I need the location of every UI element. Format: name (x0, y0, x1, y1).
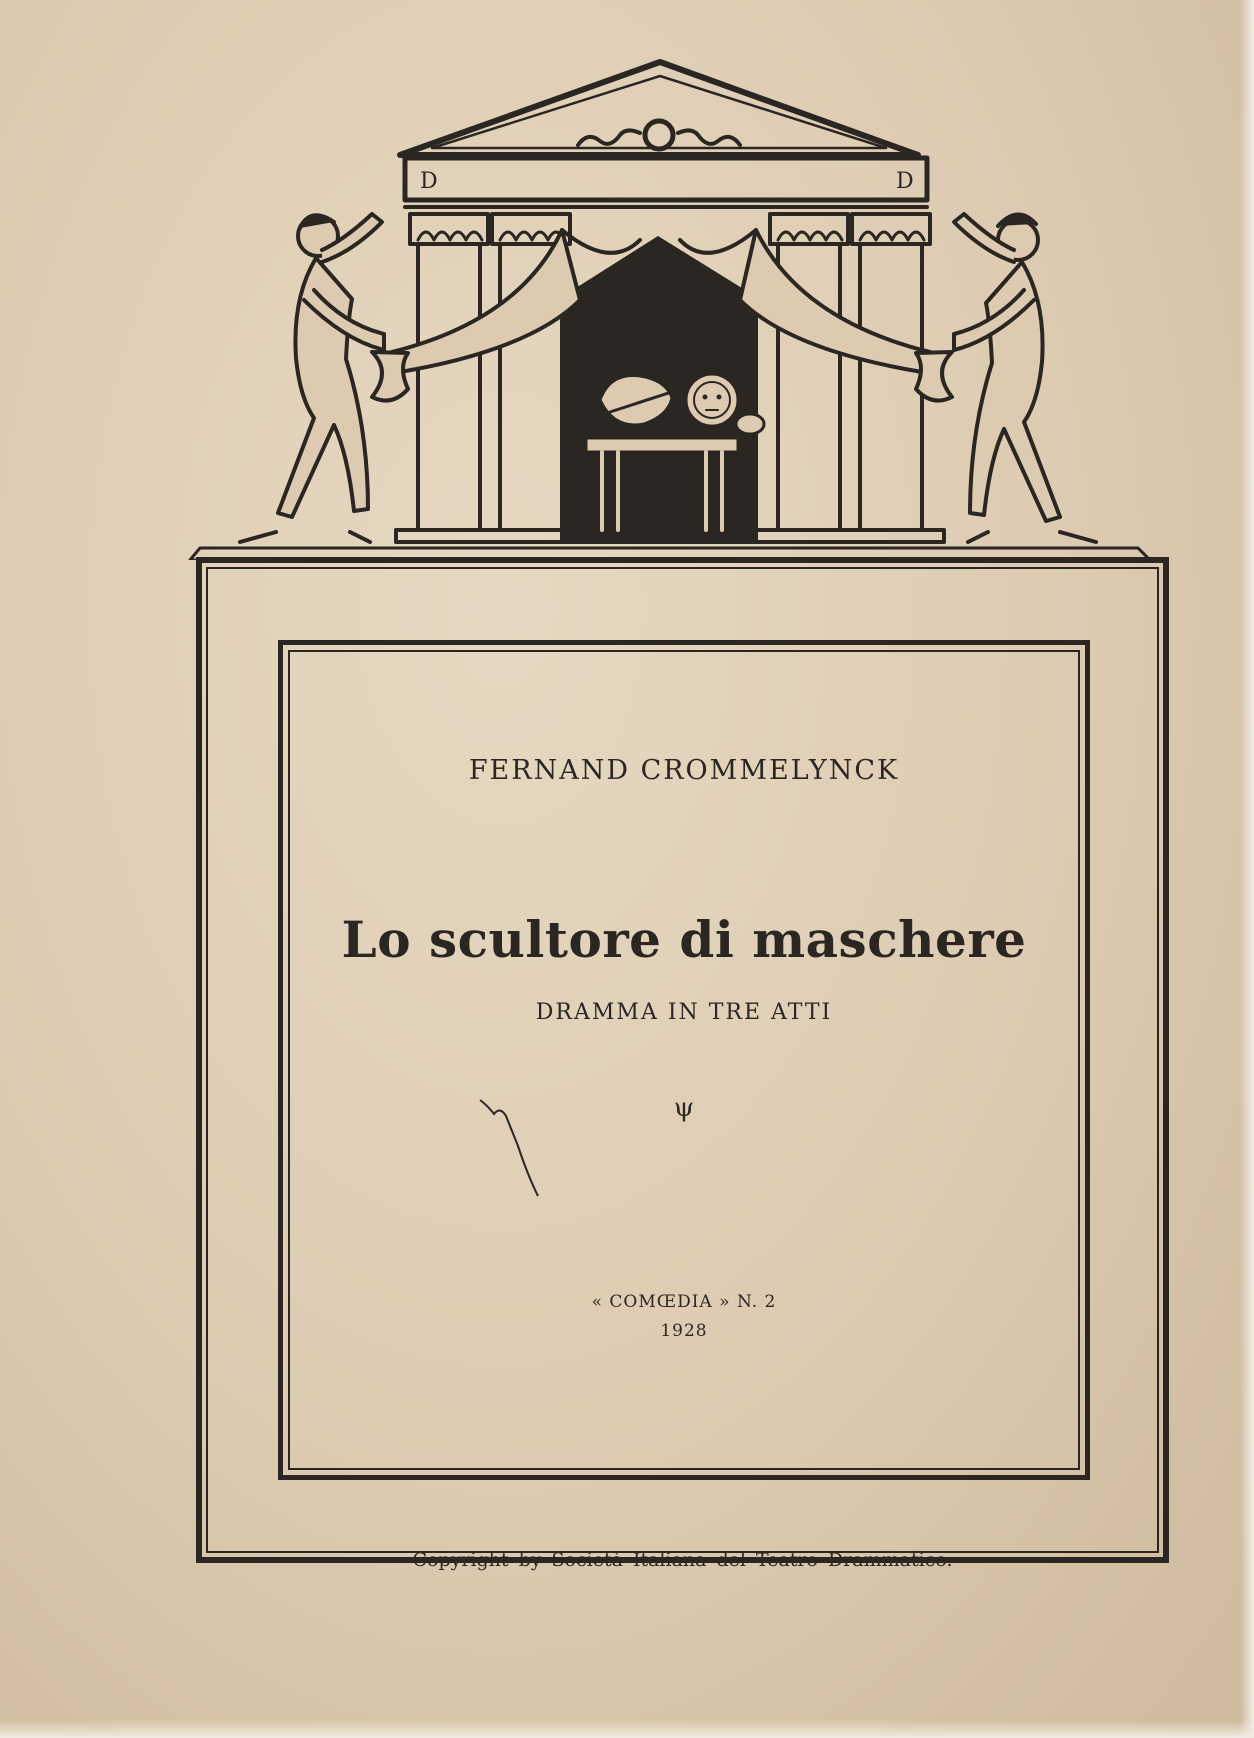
scan-edge (0, 1720, 1254, 1738)
series-label: « COMŒDIA » N. 2 (591, 1292, 777, 1312)
temple-pediment-icon (400, 62, 927, 207)
copyright-line: Copyright by Società Italiana del Teatro Drammatico. (412, 1549, 953, 1571)
publication-year: 1928 (660, 1321, 708, 1341)
ink-scratch (470, 1090, 560, 1200)
scan-edge (1240, 0, 1254, 1738)
svg-text:D: D (896, 169, 914, 194)
ornament-icon: ψ (673, 1093, 695, 1123)
temple-illustration (0, 0, 1254, 560)
figure-holding-curtain-icon (954, 214, 1096, 542)
svg-text:D: D (420, 169, 438, 194)
author-name: FERNAND CROMMELYNCK (468, 755, 900, 786)
figure-holding-curtain-icon (240, 214, 384, 542)
book-title: Lo scultore di maschere (341, 910, 1027, 969)
book-subtitle: DRAMMA IN TRE ATTI (535, 1000, 833, 1025)
